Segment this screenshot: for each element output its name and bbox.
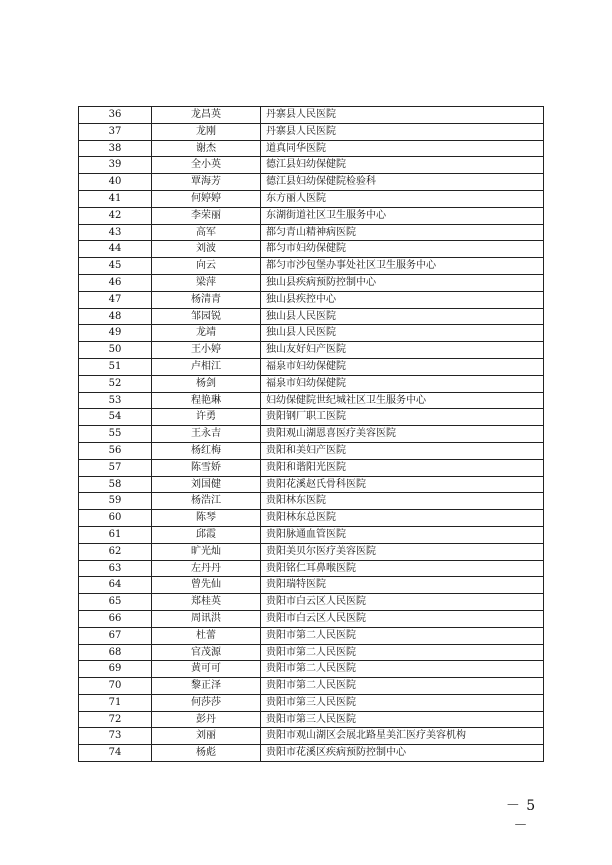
- organization-cell: 东湖街道社区卫生服务中心: [261, 207, 544, 224]
- table-row: [79, 560, 544, 577]
- organization-cell: 独山县疾病预防控制中心: [261, 274, 544, 291]
- row-number-cell: 53: [79, 392, 152, 409]
- row-number-cell: 62: [79, 543, 152, 560]
- table-row: [79, 678, 544, 695]
- organization-cell: 贵阳林东总医院: [261, 510, 544, 527]
- row-number-cell: 52: [79, 375, 152, 392]
- row-number-cell: 57: [79, 459, 152, 476]
- table-row: [79, 409, 544, 426]
- row-number-cell: 71: [79, 694, 152, 711]
- person-name-cell: 左丹丹: [152, 560, 261, 577]
- person-name-cell: 彭丹: [152, 711, 261, 728]
- personnel-table-body: [79, 107, 544, 762]
- organization-cell: 贵阳市白云区人民医院: [261, 610, 544, 627]
- organization-cell: 贵阳市花溪区疾病预防控制中心: [261, 745, 544, 762]
- table-row: [79, 745, 544, 762]
- organization-cell: 贵阳和美妇产医院: [261, 442, 544, 459]
- organization-cell: 独山县疾控中心: [261, 291, 544, 308]
- person-name-cell: 高军: [152, 224, 261, 241]
- person-name-cell: 全小英: [152, 157, 261, 174]
- row-number-cell: 55: [79, 426, 152, 443]
- row-number-cell: 60: [79, 510, 152, 527]
- organization-cell: 都匀青山精神病医院: [261, 224, 544, 241]
- organization-cell: 丹寨县人民医院: [261, 123, 544, 140]
- table-row: [79, 728, 544, 745]
- organization-cell: 道真同华医院: [261, 140, 544, 157]
- table-row: [79, 258, 544, 275]
- person-name-cell: 陈琴: [152, 510, 261, 527]
- row-number-cell: 56: [79, 442, 152, 459]
- person-name-cell: 向云: [152, 258, 261, 275]
- row-number-cell: 61: [79, 526, 152, 543]
- organization-cell: 贵阳市第二人民医院: [261, 661, 544, 678]
- organization-cell: 贵阳市第三人民医院: [261, 694, 544, 711]
- person-name-cell: 刘国健: [152, 476, 261, 493]
- organization-cell: 贵阳市第二人民医院: [261, 678, 544, 695]
- table-row: [79, 274, 544, 291]
- person-name-cell: 谢杰: [152, 140, 261, 157]
- organization-cell: 福泉市妇幼保健院: [261, 375, 544, 392]
- person-name-cell: 黄可可: [152, 661, 261, 678]
- row-number-cell: 72: [79, 711, 152, 728]
- person-name-cell: 邹园锐: [152, 308, 261, 325]
- row-number-cell: 36: [79, 107, 152, 124]
- organization-cell: 贵阳钢厂职工医院: [261, 409, 544, 426]
- table-row: [79, 358, 544, 375]
- person-name-cell: 覃海芳: [152, 174, 261, 191]
- person-name-cell: 杨浩江: [152, 493, 261, 510]
- person-name-cell: 卢相江: [152, 358, 261, 375]
- table-row: [79, 291, 544, 308]
- organization-cell: 贵阳林东医院: [261, 493, 544, 510]
- row-number-cell: 40: [79, 174, 152, 191]
- table-row: [79, 594, 544, 611]
- organization-cell: 贵阳花溪赵氏骨科医院: [261, 476, 544, 493]
- row-number-cell: 64: [79, 577, 152, 594]
- organization-cell: 妇幼保健院世纪城社区卫生服务中心: [261, 392, 544, 409]
- person-name-cell: 郑桂英: [152, 594, 261, 611]
- organization-cell: 贵阳观山湖恩喜医疗美容医院: [261, 426, 544, 443]
- table-row: [79, 526, 544, 543]
- table-row: [79, 493, 544, 510]
- organization-cell: 东方丽人医院: [261, 190, 544, 207]
- row-number-cell: 39: [79, 157, 152, 174]
- row-number-cell: 69: [79, 661, 152, 678]
- row-number-cell: 45: [79, 258, 152, 275]
- row-number-cell: 70: [79, 678, 152, 695]
- person-name-cell: 曾先仙: [152, 577, 261, 594]
- table-row: [79, 325, 544, 342]
- organization-cell: 贵阳市白云区人民医院: [261, 594, 544, 611]
- table-row: [79, 392, 544, 409]
- organization-cell: 都匀市妇幼保健院: [261, 241, 544, 258]
- organization-cell: 贵阳美贝尔医疗美容医院: [261, 543, 544, 560]
- table-row: [79, 342, 544, 359]
- person-name-cell: 杨彪: [152, 745, 261, 762]
- person-name-cell: 旷光灿: [152, 543, 261, 560]
- table-row: [79, 577, 544, 594]
- organization-cell: 贵阳市第二人民医院: [261, 644, 544, 661]
- row-number-cell: 73: [79, 728, 152, 745]
- person-name-cell: 杨清青: [152, 291, 261, 308]
- row-number-cell: 49: [79, 325, 152, 342]
- row-number-cell: 54: [79, 409, 152, 426]
- table-row: [79, 224, 544, 241]
- table-row: [79, 375, 544, 392]
- person-name-cell: 何婷婷: [152, 190, 261, 207]
- person-name-cell: 许勇: [152, 409, 261, 426]
- person-name-cell: 周讯洪: [152, 610, 261, 627]
- row-number-cell: 68: [79, 644, 152, 661]
- organization-cell: 独山县人民医院: [261, 308, 544, 325]
- row-number-cell: 47: [79, 291, 152, 308]
- row-number-cell: 42: [79, 207, 152, 224]
- person-name-cell: 王永吉: [152, 426, 261, 443]
- table-row: [79, 694, 544, 711]
- person-name-cell: 李荣丽: [152, 207, 261, 224]
- table-row: [79, 711, 544, 728]
- row-number-cell: 65: [79, 594, 152, 611]
- person-name-cell: 官茂源: [152, 644, 261, 661]
- row-number-cell: 74: [79, 745, 152, 762]
- person-name-cell: 龙刚: [152, 123, 261, 140]
- table-row: [79, 308, 544, 325]
- table-row: [79, 459, 544, 476]
- person-name-cell: 龙靖: [152, 325, 261, 342]
- table-row: [79, 661, 544, 678]
- table-row: [79, 476, 544, 493]
- organization-cell: 贵阳市观山湖区会展北路星美汇医疗美容机构: [261, 728, 544, 745]
- personnel-table: [78, 106, 544, 762]
- organization-cell: 德江县妇幼保健院检验科: [261, 174, 544, 191]
- table-row: [79, 140, 544, 157]
- person-name-cell: 梁萍: [152, 274, 261, 291]
- table-row: [79, 157, 544, 174]
- row-number-cell: 48: [79, 308, 152, 325]
- row-number-cell: 63: [79, 560, 152, 577]
- person-name-cell: 杜蕾: [152, 627, 261, 644]
- table-row: [79, 207, 544, 224]
- page-number: － 5 －: [505, 798, 537, 834]
- row-number-cell: 37: [79, 123, 152, 140]
- organization-cell: 独山友好妇产医院: [261, 342, 544, 359]
- person-name-cell: 杨剑: [152, 375, 261, 392]
- organization-cell: 福泉市妇幼保健院: [261, 358, 544, 375]
- row-number-cell: 38: [79, 140, 152, 157]
- person-name-cell: 刘波: [152, 241, 261, 258]
- table-row: [79, 174, 544, 191]
- table-row: [79, 510, 544, 527]
- table-row: [79, 107, 544, 124]
- row-number-cell: 41: [79, 190, 152, 207]
- organization-cell: 德江县妇幼保健院: [261, 157, 544, 174]
- table-row: [79, 627, 544, 644]
- table-row: [79, 426, 544, 443]
- table-row: [79, 442, 544, 459]
- row-number-cell: 59: [79, 493, 152, 510]
- person-name-cell: 程艳琳: [152, 392, 261, 409]
- person-name-cell: 邱霞: [152, 526, 261, 543]
- person-name-cell: 黎正泽: [152, 678, 261, 695]
- person-name-cell: 何莎莎: [152, 694, 261, 711]
- table-row: [79, 644, 544, 661]
- table-row: [79, 123, 544, 140]
- organization-cell: 贵阳瑞特医院: [261, 577, 544, 594]
- table-row: [79, 241, 544, 258]
- person-name-cell: 王小婷: [152, 342, 261, 359]
- organization-cell: 贵阳和谐阳光医院: [261, 459, 544, 476]
- organization-cell: 贵阳铭仁耳鼻喉医院: [261, 560, 544, 577]
- person-name-cell: 龙昌英: [152, 107, 261, 124]
- row-number-cell: 46: [79, 274, 152, 291]
- row-number-cell: 44: [79, 241, 152, 258]
- row-number-cell: 58: [79, 476, 152, 493]
- row-number-cell: 67: [79, 627, 152, 644]
- row-number-cell: 66: [79, 610, 152, 627]
- organization-cell: 贵阳市第二人民医院: [261, 627, 544, 644]
- person-name-cell: 杨红梅: [152, 442, 261, 459]
- row-number-cell: 51: [79, 358, 152, 375]
- organization-cell: 丹寨县人民医院: [261, 107, 544, 124]
- row-number-cell: 43: [79, 224, 152, 241]
- table-row: [79, 190, 544, 207]
- row-number-cell: 50: [79, 342, 152, 359]
- organization-cell: 独山县人民医院: [261, 325, 544, 342]
- organization-cell: 都匀市沙包堡办事处社区卫生服务中心: [261, 258, 544, 275]
- organization-cell: 贵阳市第三人民医院: [261, 711, 544, 728]
- person-name-cell: 陈雪娇: [152, 459, 261, 476]
- organization-cell: 贵阳脉通血管医院: [261, 526, 544, 543]
- table-row: [79, 543, 544, 560]
- person-name-cell: 刘丽: [152, 728, 261, 745]
- table-row: [79, 610, 544, 627]
